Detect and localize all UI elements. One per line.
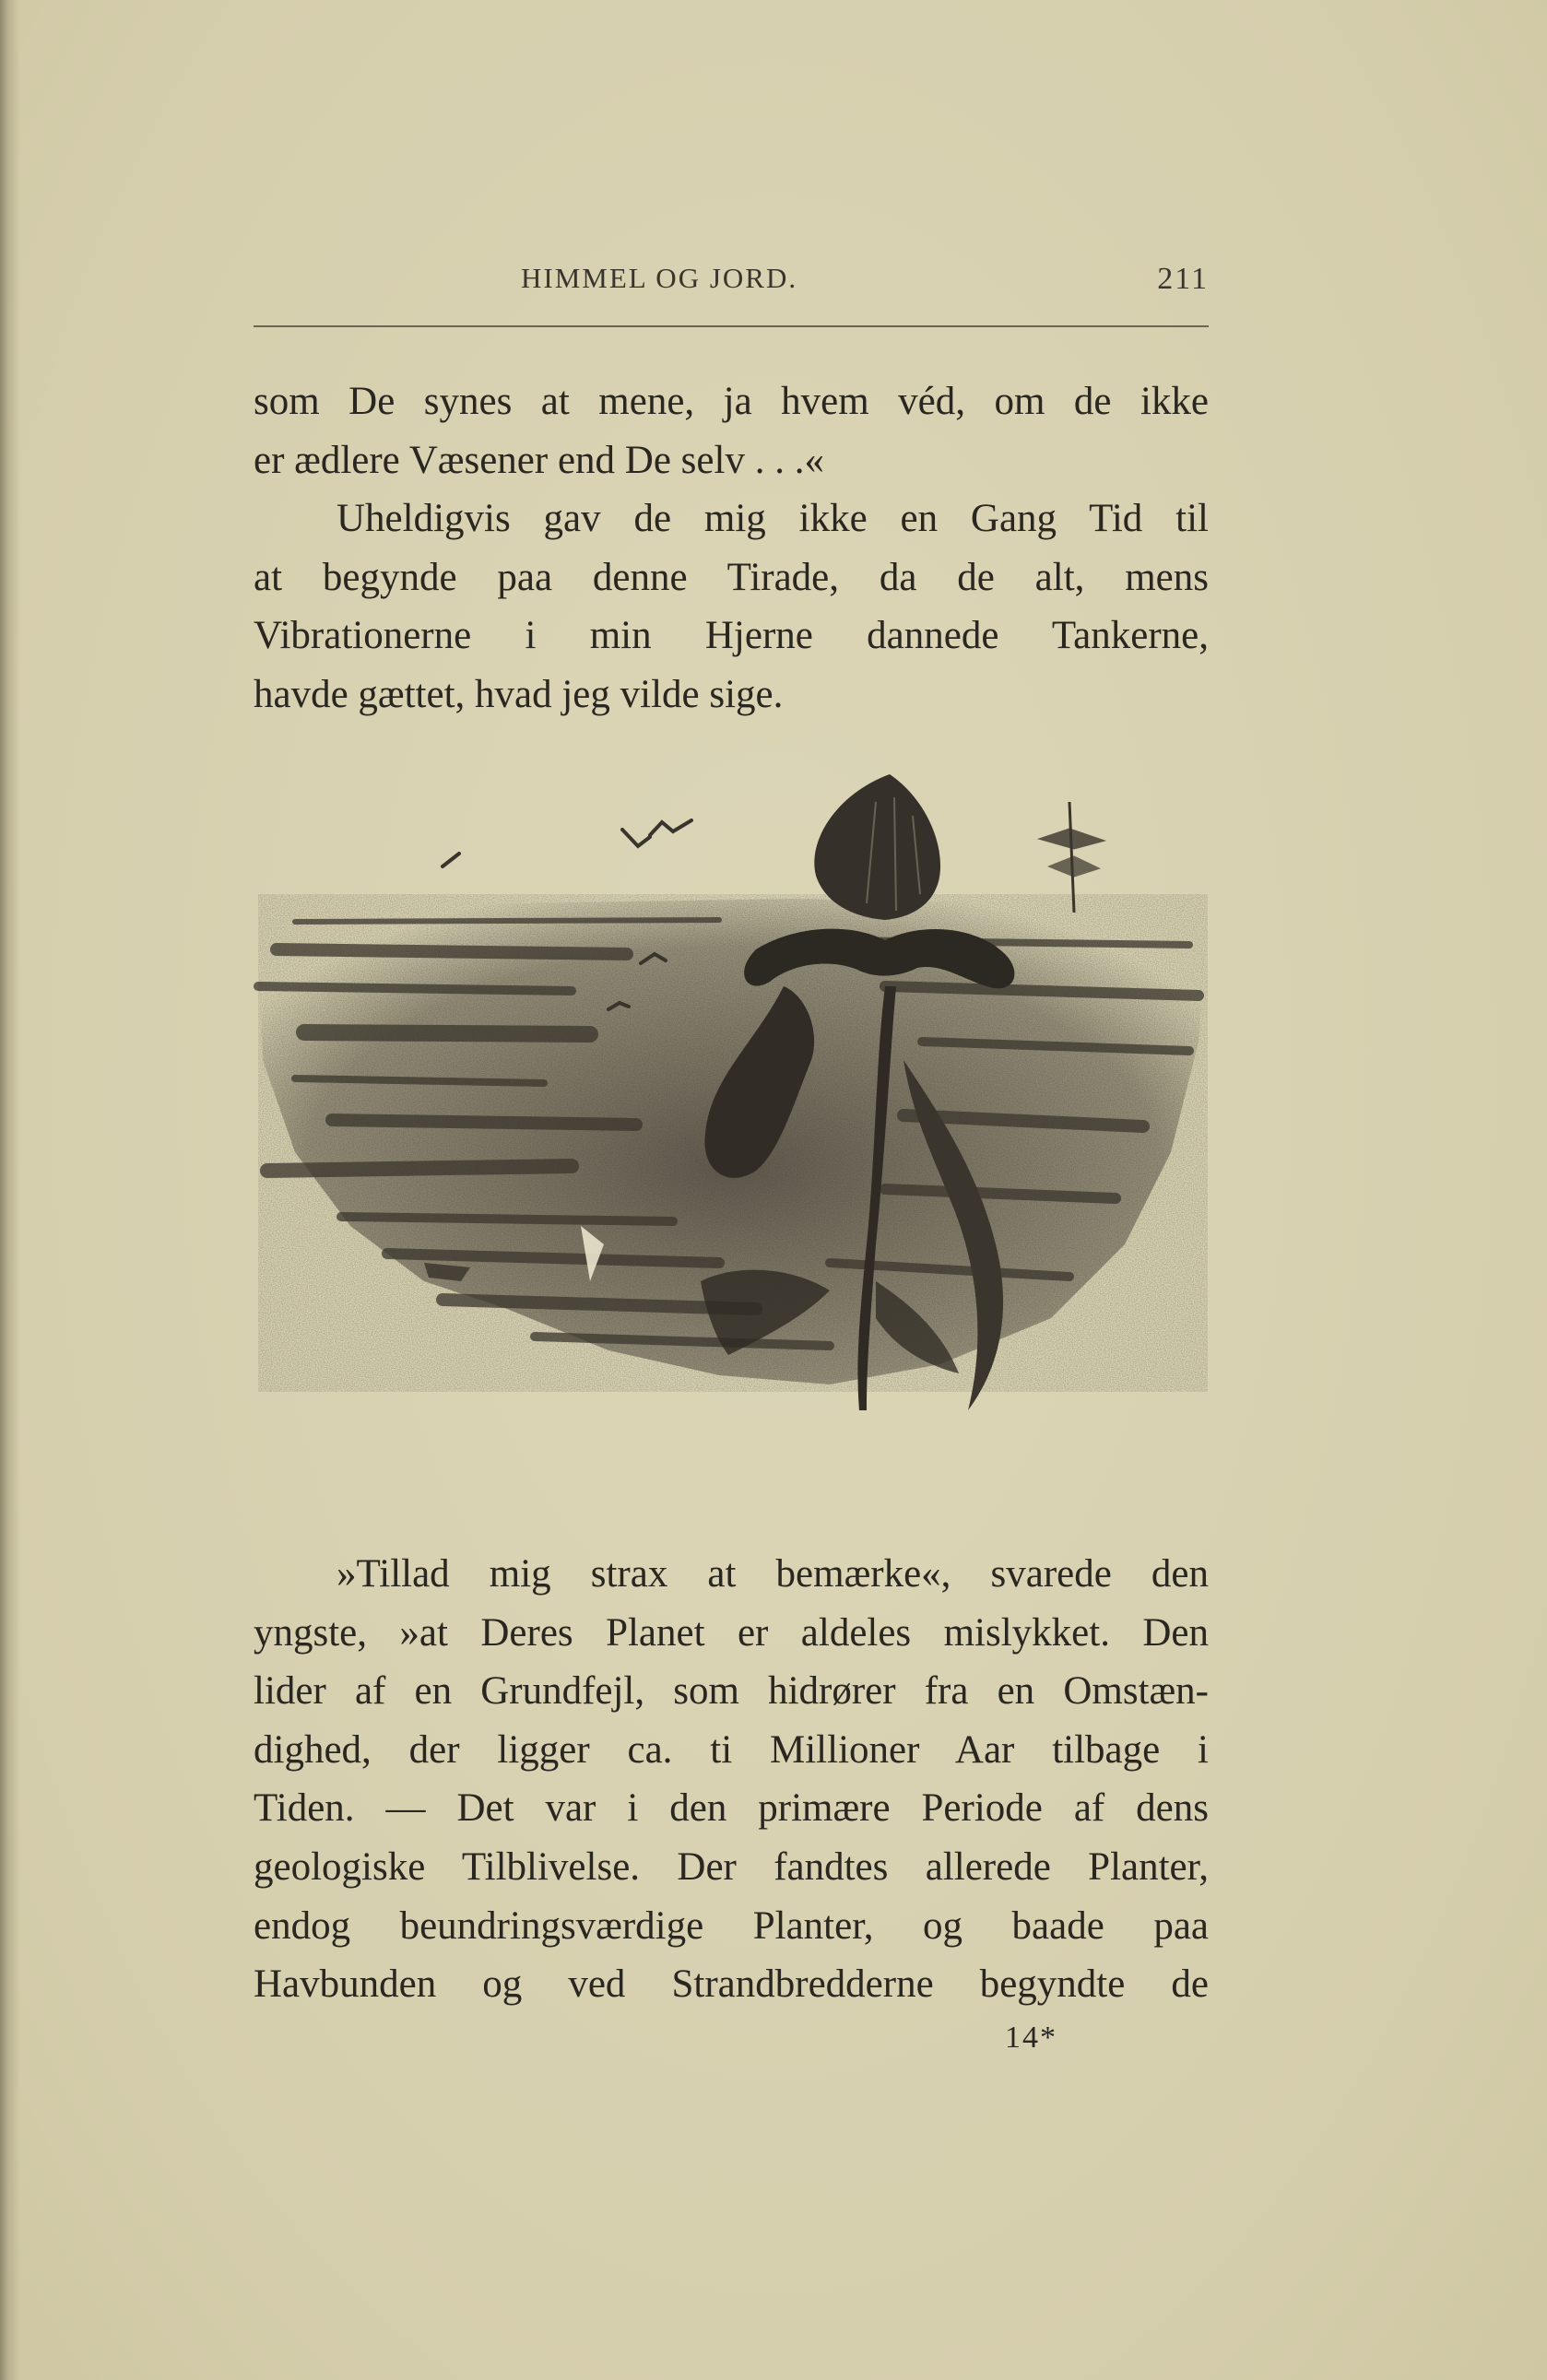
text-line: lider af en Grundfejl, som hidrører fra en Omstæn- <box>254 1669 1209 1714</box>
text-line: Uheldigvis gav de mig ikke en Gang Tid til <box>337 497 1209 541</box>
text-line: havde gættet, hvad jeg vilde sige. <box>254 672 784 716</box>
text-line: »Tillad mig strax at bemærke«, svarede den <box>337 1552 1209 1596</box>
text-line: at begynde paa denne Tirade, da de alt, mens <box>254 555 1209 599</box>
text-line: geologiske Tilblivelse. Der fandtes allerede Planter, <box>254 1844 1209 1889</box>
text-line: dighed, der ligger ca. ti Millioner Aar tilbage i <box>254 1727 1209 1772</box>
text-line: Vibrationerne i min Hjerne dannede Tankerne, <box>254 614 1209 658</box>
signature-mark: 14* <box>1005 2021 1057 2055</box>
text-line: yngste, »at Deres Planet er aldeles mislykket. Den <box>254 1610 1209 1655</box>
text-line: Tiden. — Det var i den primære Periode af dens <box>254 1786 1209 1831</box>
text-line: som De synes at mene, ja hvem véd, om de ikke <box>254 380 1209 423</box>
page-number: 211 <box>1157 262 1209 296</box>
page-header <box>254 262 1209 299</box>
iris-sea-illustration <box>240 765 1217 1512</box>
running-head: HIMMEL OG JORD. <box>521 262 798 294</box>
text-line: Havbunden og ved Strandbredderne begyndte de <box>254 1962 1209 2007</box>
text-line: endog beundringsværdige Planter, og baade paa <box>254 1903 1209 1948</box>
text-block-bottom <box>254 1545 1209 2014</box>
header-rule <box>254 325 1209 327</box>
text-line: er ædlere Væsener end De selv . . .« <box>254 438 824 482</box>
illustration-drawing <box>240 765 1217 1512</box>
binding-shadow <box>0 0 20 2380</box>
text-block-top <box>254 372 1209 725</box>
iris-bud <box>814 774 940 920</box>
